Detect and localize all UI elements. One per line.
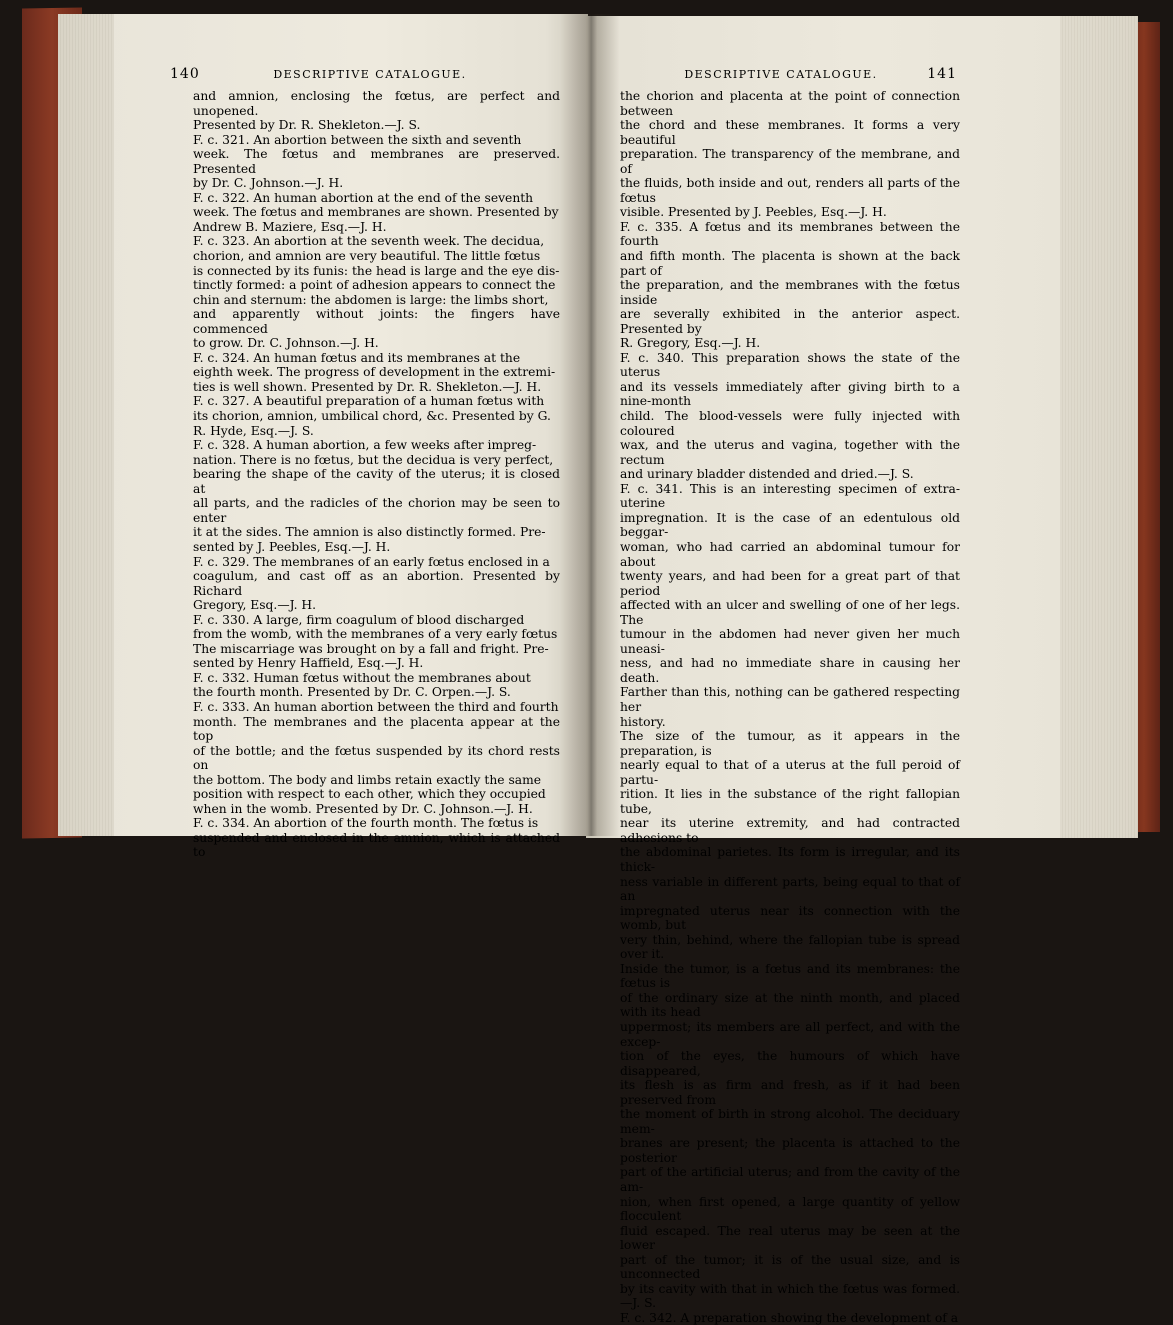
text-line: eighth week. The progress of development in the extremi- xyxy=(193,365,556,380)
text-line: F. c. 321. An abortion between the sixth and seventh xyxy=(193,132,522,147)
text-line: tumour in the abdomen had never given her much uneasi- xyxy=(620,627,960,656)
text-line: to grow. Dr. C. Johnson.—J. H. xyxy=(193,336,379,351)
text-line: and urinary bladder distended and dried.—J. S. xyxy=(620,467,914,482)
text-line: its flesh is as firm and fresh, as if it had been preserved from xyxy=(620,1078,960,1107)
text-line: fluid escaped. The real uterus may be seen at the lower xyxy=(620,1223,960,1253)
text-line: The size of the tumour, as it appears in the preparation, is xyxy=(620,729,960,758)
text-line: it at the sides. The amnion is also distinctly formed. Pre- xyxy=(193,525,546,540)
text-line: woman, who had carried an abdominal tumour for about xyxy=(620,539,960,569)
left-page-body xyxy=(193,89,560,860)
text-line: the moment of birth in strong alcohol. The deciduary mem- xyxy=(620,1107,960,1136)
text-line: F. c. 341. This is an interesting specimen of extra-uterine xyxy=(620,481,960,511)
text-line: is connected by its funis: the head is large and the eye dis- xyxy=(193,263,560,278)
text-line: F. c. 333. An human abortion between the third and fourth xyxy=(193,699,559,714)
left-page-edges xyxy=(58,14,114,836)
text-line: impregnation. It is the case of an edentulous old beggar- xyxy=(620,510,960,540)
text-line: suspended and enclosed in the amnion, which is attached to xyxy=(193,830,560,860)
text-line: uppermost; its members are all perfect, and with the excep- xyxy=(620,1020,960,1049)
text-line: F. c. 332. Human fœtus without the membranes about xyxy=(193,670,531,685)
right-page-body xyxy=(620,89,960,1325)
right-page-edges xyxy=(1060,16,1138,838)
text-line: R. Gregory, Esq.—J. H. xyxy=(620,336,761,351)
text-line: ness, and had no immediate share in causing her death. xyxy=(620,656,960,685)
text-line: chin and sternum: the abdomen is large: the limbs short, xyxy=(193,292,549,307)
text-line: part of the artificial uterus; and from the cavity of the am- xyxy=(620,1165,960,1195)
text-line: F. c. 324. An human fœtus and its membranes at the xyxy=(193,350,521,365)
text-line: twenty years, and had been for a great part of that period xyxy=(620,569,960,598)
text-line: F. c. 327. A beautiful preparation of a human fœtus with xyxy=(193,394,545,409)
text-line: the chord and these membranes. It forms a very beautiful xyxy=(620,118,960,147)
text-line: near its uterine extremity, and had contracted adhesions to xyxy=(620,816,960,845)
text-line: all parts, and the radicles of the chorion may be seen to enter xyxy=(193,496,560,525)
text-line: ness variable in different parts, being equal to that of an xyxy=(620,874,960,904)
text-line: when in the womb. Presented by Dr. C. Johnson.—J. H. xyxy=(193,801,533,816)
text-line: wax, and the uterus and vagina, together with the rectum xyxy=(620,438,960,467)
text-line: the preparation, and the membranes with the fœtus inside xyxy=(620,278,960,307)
text-line: bearing the shape of the cavity of the uterus; it is closed at xyxy=(193,467,560,496)
text-line: from the womb, with the membranes of a very early fœtus xyxy=(193,627,558,642)
left-running-head: DESCRIPTIVE CATALOGUE. xyxy=(273,68,467,81)
text-line: F. c. 340. This preparation shows the state of the uterus xyxy=(620,350,960,380)
text-line: Andrew B. Maziere, Esq.—J. H. xyxy=(193,219,387,234)
text-line: the chorion and placenta at the point of connection between xyxy=(620,89,960,118)
text-line: visible. Presented by J. Peebles, Esq.—J. H. xyxy=(620,205,887,220)
text-line: Farther than this, nothing can be gathered respecting her xyxy=(620,685,960,714)
text-line: rition. It lies in the substance of the right fallopian tube, xyxy=(620,787,960,816)
text-line: branes are present; the placenta is attached to the posterior xyxy=(620,1136,960,1165)
text-line: child. The blood-vessels were fully injected with coloured xyxy=(620,409,960,438)
text-line: by Dr. C. Johnson.—J. H. xyxy=(193,176,344,191)
text-line: nearly equal to that of a uterus at the full peroid of partu- xyxy=(620,758,960,787)
text-line: F. c. 335. A fœtus and its membranes between the fourth xyxy=(620,219,960,249)
text-line: F. c. 322. An human abortion at the end of the seventh xyxy=(193,190,534,205)
text-line: F. c. 328. A human abortion, a few weeks after impreg- xyxy=(193,438,537,453)
left-page-number: 140 xyxy=(170,66,200,82)
text-line: week. The fœtus and membranes are preserved. Presented xyxy=(193,147,560,176)
text-line: F. c. 330. A large, firm coagulum of blood discharged xyxy=(193,612,525,627)
text-line: are severally exhibited in the anterior aspect. Presented by xyxy=(620,307,960,336)
text-line: sented by J. Peebles, Esq.—J. H. xyxy=(193,539,391,554)
text-line: the abdominal parietes. Its form is irregular, and its thick- xyxy=(620,845,960,874)
text-line: preparation. The transparency of the membrane, and of xyxy=(620,147,960,176)
text-line: R. Hyde, Esq.—J. S. xyxy=(193,423,314,438)
text-line: by its cavity with that in which the fœtus was formed.—J. S. xyxy=(620,1281,960,1311)
text-line: tion of the eyes, the humours of which have disappeared, xyxy=(620,1049,960,1078)
text-line: the fluids, both inside and out, renders all parts of the fœtus xyxy=(620,176,960,205)
text-line: F. c. 323. An abortion at the seventh week. The decidua, xyxy=(193,234,545,249)
text-line: week. The fœtus and membranes are shown. Presented by xyxy=(193,205,559,220)
text-line: nion, when first opened, a large quantity of yellow flocculent xyxy=(620,1194,960,1224)
text-line: chorion, and amnion are very beautiful. The little fœtus xyxy=(193,249,541,264)
text-line: its chorion, amnion, umbilical chord, &c. Presented by G. xyxy=(193,409,551,424)
text-line: part of the tumor; it is of the usual size, and is unconnected xyxy=(620,1252,960,1282)
text-line: The miscarriage was brought on by a fall and fright. Pre- xyxy=(193,641,549,656)
text-line: coagulum, and cast off as an abortion. Presented by Richard xyxy=(193,569,560,598)
text-line: the bottom. The body and limbs retain exactly the same xyxy=(193,772,542,787)
text-line: very thin, behind, where the fallopian tube is spread over it. xyxy=(620,932,960,962)
right-running-head: DESCRIPTIVE CATALOGUE. xyxy=(684,68,878,81)
text-line: sented by Henry Haffield, Esq.—J. H. xyxy=(193,656,424,671)
text-line: and amnion, enclosing the fœtus, are perfect and unopened. xyxy=(193,89,560,118)
text-line: and fifth month. The placenta is shown at the back part of xyxy=(620,249,960,278)
text-line: ties is well shown. Presented by Dr. R. Shekleton.—J. H. xyxy=(193,379,542,394)
text-line: month. The membranes and the placenta appear at the top xyxy=(193,714,560,744)
text-line: Gregory, Esq.—J. H. xyxy=(193,598,317,613)
text-line: Presented by Dr. R. Shekleton.—J. S. xyxy=(193,118,421,133)
right-page-number: 141 xyxy=(927,66,957,82)
text-line: nation. There is no fœtus, but the decidua is very perfect, xyxy=(193,452,554,467)
text-line: of the ordinary size at the ninth month, and placed with its head xyxy=(620,990,960,1020)
text-line: Inside the tumor, is a fœtus and its membranes: the fœtus is xyxy=(620,961,960,991)
text-line: tinctly formed: a point of adhesion appears to connect the xyxy=(193,278,556,293)
text-line: history. xyxy=(620,714,666,729)
text-line: F. c. 329. The membranes of an early fœtus enclosed in a xyxy=(193,554,550,569)
text-line: the fourth month. Presented by Dr. C. Orpen.—J. S. xyxy=(193,685,511,700)
text-line: F. c. 342. A preparation showing the development of a xyxy=(620,1310,959,1325)
text-line: F. c. 334. An abortion of the fourth month. The fœtus is xyxy=(193,816,539,831)
text-line: of the bottle; and the fœtus suspended by its chord rests on xyxy=(193,743,560,773)
text-line: impregnated uterus near its connection with the womb, but xyxy=(620,903,960,933)
text-line: affected with an ulcer and swelling of one of her legs. The xyxy=(620,598,960,627)
text-line: position with respect to each other, which they occupied xyxy=(193,787,546,802)
text-line: and its vessels immediately after giving birth to a nine-month xyxy=(620,379,960,409)
text-line: and apparently without joints: the fingers have commenced xyxy=(193,307,560,336)
